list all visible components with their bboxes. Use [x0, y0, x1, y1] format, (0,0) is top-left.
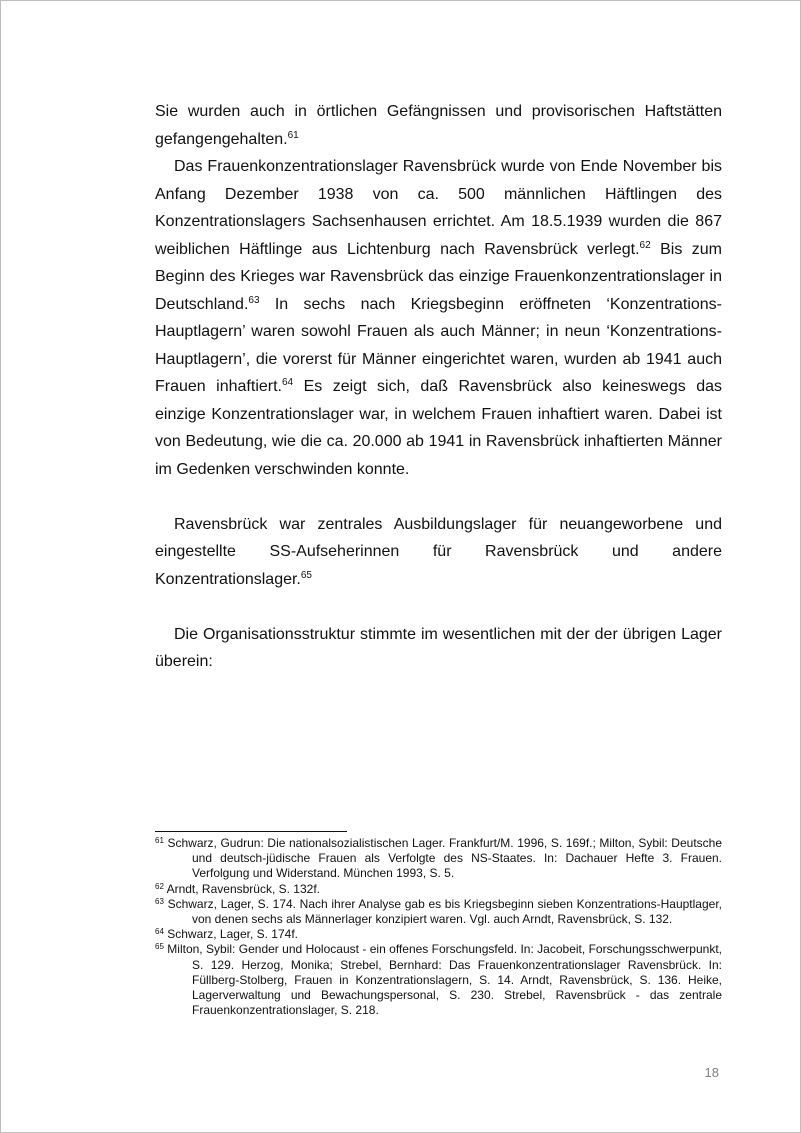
page-number: 18 — [704, 1065, 719, 1080]
paragraph-text: Sie wurden auch in örtlichen Gefängnissen und provisorischen Haftstätten gefangengehalten. — [155, 103, 722, 148]
footnote-ref-62[interactable]: 62 — [639, 239, 651, 251]
footnotes — [155, 836, 722, 1018]
footnote-separator — [155, 831, 347, 832]
footnote-number: 65 — [155, 942, 164, 952]
footnote-64 — [155, 927, 722, 942]
footnote-ref-61[interactable]: 61 — [287, 129, 299, 141]
paragraph-text: Es zeigt sich, daß Ravensbrück also keineswegs das einzige Konzentrationslager war, in welchem Frauen inhaftiert waren. Dabei ist von Bedeutung, wie die ca. 20.000 ab 1941 in Ravensbrück inhaftierten Männer im Gedenken verschwinden konnte. — [155, 378, 723, 478]
footnote-number: 63 — [155, 896, 164, 906]
footnote-65 — [155, 942, 722, 1018]
paragraph-3 — [155, 511, 722, 594]
footnote-63 — [155, 897, 722, 927]
paragraph-text: Ravensbrück war zentrales Ausbildungslager für neuangeworbene und eingestellte SS-Aufseherinnen für Ravensbrück und andere Konzentrationslager. — [155, 515, 722, 588]
paragraph-text: In sechs nach Kriegsbeginn eröffneten ‘Konzentrations-Hauptlagern’ waren sowohl Frauen als auch Männer; in neun ‘Konzentrations-Hauptlagern’, die vorerst für Männer eingerichtet waren, wurden ab 1941 auch Frauen inhaftiert. — [155, 295, 722, 395]
footnote-text: Schwarz, Lager, S. 174. Nach ihrer Analyse gab es bis Kriegsbeginn sieben Konzentrations-Hauptlager, von denen sechs als Männerlager konzipiert waren. Vgl. auch Arndt, Ravensbrück, S. 132. — [163, 896, 722, 927]
footnote-62 — [155, 882, 722, 897]
paragraph-text: Die Organisationsstruktur stimmte im wesentlichen mit der der übrigen Lager überein: — [155, 625, 722, 670]
paragraph-2 — [155, 153, 722, 483]
paragraph-4 — [155, 621, 722, 676]
footnote-ref-65[interactable]: 65 — [300, 569, 312, 581]
paragraph-text: Das Frauenkonzentrationslager Ravensbrück wurde von Ende November bis Anfang Dezember 1938 von ca. 500 männlichen Häftlingen des Konzentrationslagers Sachsenhausen errichtet. Am 18.5.1939 wurden die 867 weiblichen Häftlinge aus Lichtenburg nach Ravensbrück verlegt. — [155, 158, 722, 258]
footnote-number: 61 — [155, 836, 164, 845]
paragraph-1 — [155, 98, 722, 153]
footnote-text: Schwarz, Lager, S. 174f. — [163, 927, 298, 942]
paragraph-text: Bis zum Beginn des Krieges war Ravensbrück das einzige Frauenkonzentrationslager in Deutschland. — [155, 240, 723, 313]
footnote-text: Arndt, Ravensbrück, S. 132f. — [163, 881, 320, 896]
footnote-text: Schwarz, Gudrun: Die nationalsozialistischen Lager. Frankfurt/M. 1996, S. 169f.; Milton, Sybil: Deutsche und deutsch-jüdische Frauen als Verfolgte des NS-Staates. In: Dachauer Hefte 3. Frauen. Verfolgung und Widerstand. München 1993, S. 5. — [163, 836, 722, 881]
footnote-number: 62 — [155, 881, 164, 891]
footnote-text: Milton, Sybil: Gender und Holocaust - ein offenes Forschungsfeld. In: Jacobeit, Forschungsschwerpunkt, S. 129. Herzog, Monika; Strebel, Bernhard: Das Frauenkonzentrationslager Ravensbrück. In: Füllberg-Stolberg, Frauen in Konzentrationslagern, S. 14. Arndt, Ravensbrück, S. 136. Heike, Lagerverwaltung und Bewachungspersonal, S. 230. Strebel, Ravensbrück - das zentrale Frauenkonzentrationslager, S. 218. — [163, 942, 722, 1018]
footnote-number: 64 — [155, 927, 164, 937]
footnote-61 — [155, 836, 722, 882]
footnote-ref-63[interactable]: 63 — [248, 294, 260, 306]
footnote-ref-64[interactable]: 64 — [282, 377, 294, 388]
body-text — [155, 98, 722, 676]
